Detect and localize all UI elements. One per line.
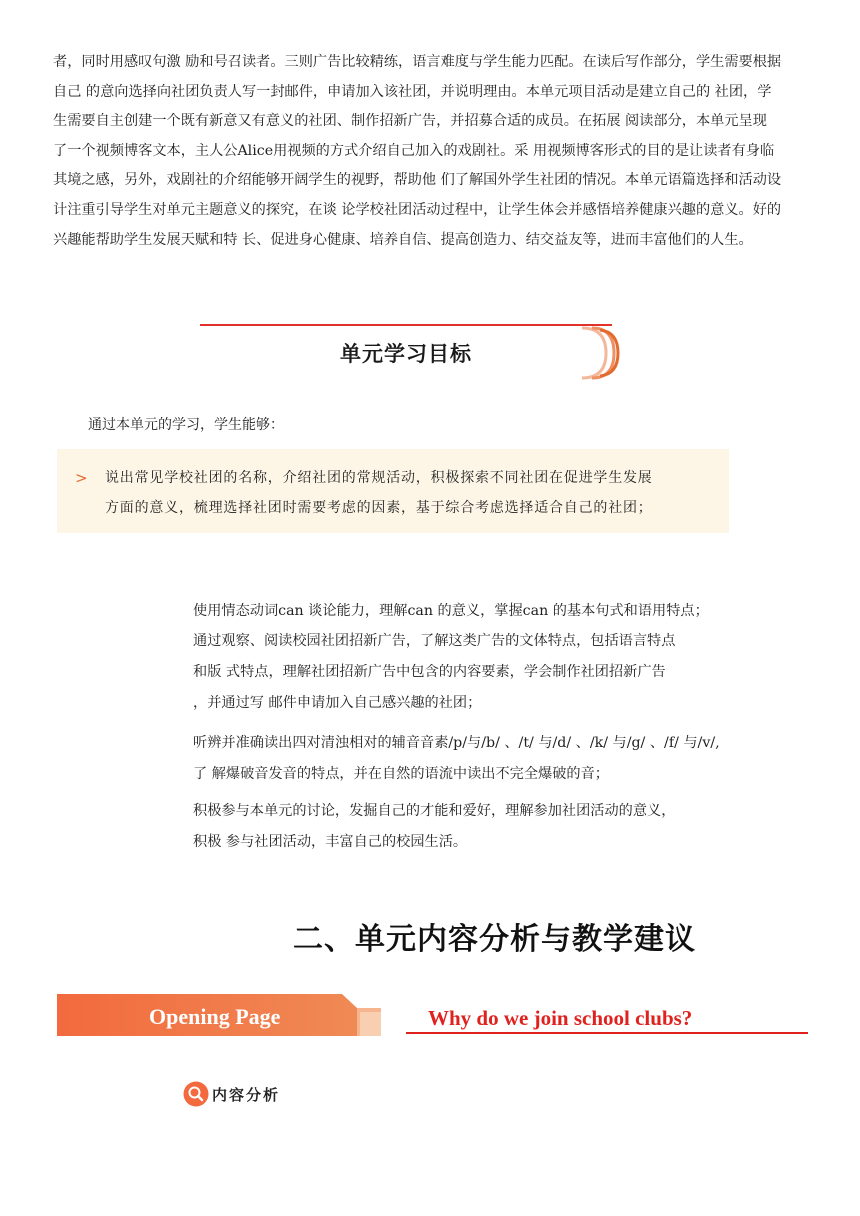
goal-line: 积极参与本单元的讨论，发掘自己的才能和爱好，理解参加社团活动的意义， bbox=[193, 803, 676, 819]
goal-line: 听辨并准确读出四对清浊相对的辅音音素/p/与/b/ 、/t/ 与/d/ 、/k/ 与/g/ 、/f/ 与/v/, bbox=[193, 735, 720, 751]
highlight-line: 说出常见学校社团的名称，介绍社团的常规活动，积极探索不同社团在促进学生发展 bbox=[105, 470, 653, 486]
intro-line: 兴趣能帮助学生发展天赋和特 长、促进身心健康、培养自信、提高创造力、结交益友等，进而丰富他们的人生。 bbox=[53, 231, 753, 248]
goal-line: 使用情态动词can 谈论能力，理解can 的意义，掌握can 的基本句式和语用特点； bbox=[193, 603, 709, 619]
goal-item bbox=[193, 728, 763, 790]
highlight-line: 方面的意义，梳理选择社团时需要考虑的因素，基于综合考虑选择适合自己的社团； bbox=[105, 500, 653, 516]
goals-lead: 通过本单元的学习，学生能够： bbox=[88, 417, 284, 433]
goal-item bbox=[193, 626, 763, 719]
goal-line: 积极 参与社团活动，丰富自己的校园生活。 bbox=[193, 834, 468, 850]
section-title: 二、单元内容分析与教学建议 bbox=[293, 922, 696, 957]
goal-item bbox=[193, 796, 763, 858]
intro-line: 生需要自主创建一个既有新意又有意义的社团、制作招新广告，并招募合适的成员。在拓展 阅读部分，本单元呈现 bbox=[53, 113, 767, 130]
intro-line: 者，同时用感叹句激 励和号召读者。三则广告比较精练，语言难度与学生能力匹配。在读后写作部分，学生需要根据 bbox=[53, 54, 782, 70]
goal-line: 通过观察、阅读校园社团招新广告，了解这类广告的文体特点，包括语言特点 bbox=[193, 633, 676, 649]
unit-question: Why do we join school clubs? bbox=[428, 1006, 693, 1030]
goals-title: 单元学习目标 bbox=[340, 342, 472, 366]
tag-label: 内容分析 bbox=[212, 1086, 281, 1104]
goals-heading bbox=[200, 324, 620, 380]
chevron-right-icon: > bbox=[75, 469, 88, 487]
intro-line: 其境之感，另外，戏剧社的介绍能够开阔学生的视野，帮助他 们了解国外学生社团的情况。本单元语篇选择和活动设 bbox=[53, 172, 782, 189]
highlight-box bbox=[57, 449, 729, 533]
bracket-decoration-icon bbox=[580, 326, 620, 380]
intro-line: 自己 的意向选择向社团负责人写一封邮件，申请加入该社团，并说明理由。本单元项目活动是建立自己的 社团，学 bbox=[53, 83, 772, 100]
intro-line: 了一个视频博客文本，主人公Alice用视频的方式介绍自己加入的戏剧社。采 用视频博客形式的目的是让读者有身临 bbox=[53, 142, 775, 159]
highlight-text bbox=[105, 463, 715, 523]
intro-line: 计注重引导学生对单元主题意义的探究，在谈 论学校社团活动过程中，让学生体会并感悟培养健康兴趣的意义。好的 bbox=[53, 201, 782, 218]
banner-label: Opening Page bbox=[149, 1004, 281, 1029]
intro-paragraph bbox=[53, 48, 809, 255]
goal-line: 了 解爆破音发音的特点，并在自然的语流中读出不完全爆破的音； bbox=[193, 766, 609, 782]
goal-line: 和版 式特点，理解社团招新广告中包含的内容要素，学会制作社团招新广告 bbox=[193, 664, 666, 680]
question-underline bbox=[406, 1032, 808, 1034]
goal-line: ，并通过写 邮件申请加入自己感兴趣的社团； bbox=[193, 695, 482, 711]
magnifier-icon bbox=[183, 1081, 209, 1107]
heading-rule bbox=[200, 324, 612, 326]
goal-item bbox=[193, 596, 763, 627]
opening-page-banner bbox=[57, 994, 381, 1036]
